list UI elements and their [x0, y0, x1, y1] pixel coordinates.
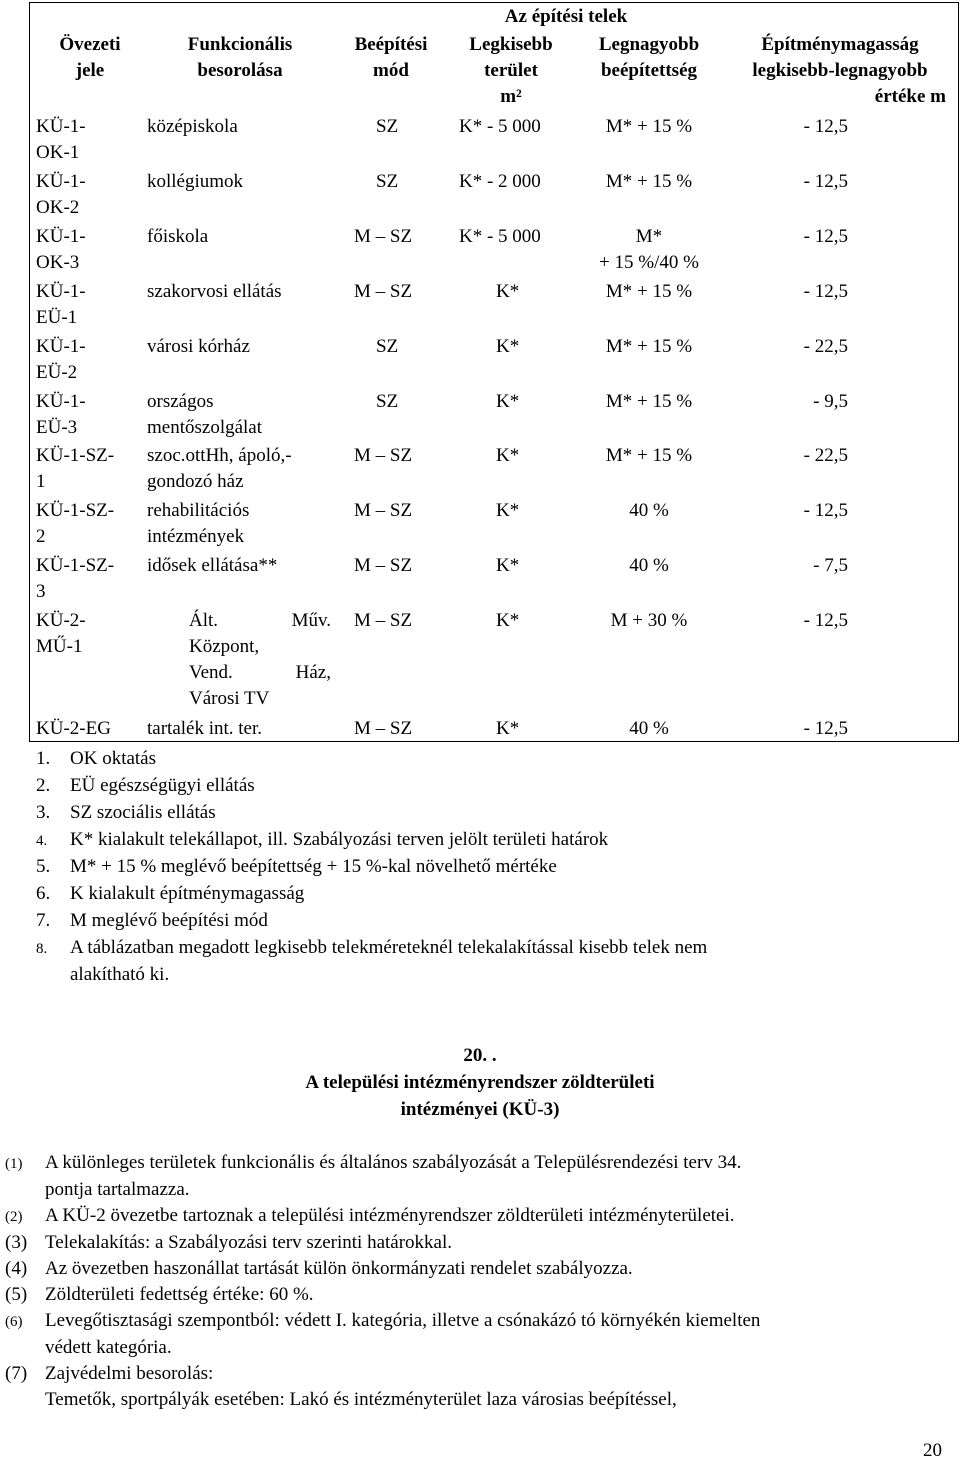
area-cell: K* - 5 000	[459, 226, 541, 247]
built-cell: M* + 15 %	[605, 336, 693, 357]
area-cell: K*	[496, 336, 520, 357]
header-height: Építménymagasság legkisebb-legnagyobb értéke m	[752, 34, 946, 107]
header-area: Legkisebb terület m²	[469, 34, 553, 107]
zone-cell: KÜ-1-SZ- 3	[36, 555, 115, 602]
eg-area: K*	[496, 718, 520, 739]
paragraph-2: (2) A KÜ-2 övezetbe tartoznak a települési intézményrendszer zöldterületi intézményterületei.	[5, 1205, 735, 1226]
mu-built: M + 30 %	[610, 610, 688, 631]
section-title-line1: A települési intézményrendszer zöldterületi	[305, 1072, 655, 1093]
note-7: 7. M meglévő beépítési mód	[36, 910, 268, 931]
built-cell: M* + 15 %	[605, 281, 693, 302]
mode-cell: M – SZ	[354, 281, 413, 302]
paragraph-3: (3) Telekalakítás: a Szabályozási terv szerinti határokkal.	[5, 1232, 452, 1253]
mode-cell: SZ	[376, 116, 399, 137]
mu-height: - 12,5	[803, 610, 848, 631]
area-cell: K*	[496, 500, 520, 521]
eg-zone: KÜ-2-EG	[36, 718, 111, 739]
eg-function: tartalék int. ter.	[147, 718, 263, 739]
function-cell: országos mentőszolgálat	[147, 391, 263, 438]
zone-cell: KÜ-1-SZ- 1	[36, 445, 115, 492]
eg-height: - 12,5	[803, 718, 848, 739]
function-cell: városi kórház	[147, 336, 250, 357]
zone-cell: KÜ-1-SZ- 2	[36, 500, 115, 547]
mu-area: K*	[496, 610, 520, 631]
zone-cell: KÜ-1- EÜ-2	[36, 336, 86, 383]
zone-cell: KÜ-1- OK-3	[36, 226, 86, 273]
note-3: 3. SZ szociális ellátás	[36, 802, 216, 823]
header-built: Legnagyobb beépítettség	[598, 34, 700, 81]
built-cell: 40 %	[629, 555, 669, 576]
zone-cell: KÜ-1- OK-2	[36, 171, 86, 218]
function-cell: szoc.ottHh, ápoló,- gondozó ház	[147, 445, 292, 492]
note-2: 2. EÜ egészségügyi ellátás	[36, 775, 255, 796]
section-paragraphs	[5, 1150, 935, 1413]
mu-function-cell: Ált. Műv. Központ, Vend. Ház, Városi TV	[189, 610, 331, 709]
function-cell: rehabilitációs intézmények	[147, 500, 250, 547]
function-cell: főiskola	[147, 226, 209, 247]
mode-cell: M – SZ	[354, 500, 413, 521]
paragraph-1-continued: pontja tartalmazza.	[45, 1179, 190, 1200]
mode-cell: M – SZ	[354, 555, 413, 576]
note-5: 5. M* + 15 % meglévő beépítettség + 15 %-kal növelhető mértéke	[36, 856, 557, 877]
mode-cell: M – SZ	[354, 226, 413, 247]
mode-cell: SZ	[376, 171, 399, 192]
height-cell: - 7,5	[813, 555, 848, 576]
paragraph-1: (1) A különleges területek funkcionális és általános szabályozását a Településrendezési terv 34.	[5, 1152, 742, 1173]
note-8: 8. A táblázatban megadott legkisebb telekméreteknél telekalakítással kisebb telek nem	[36, 937, 708, 958]
function-cell: szakorvosi ellátás	[147, 281, 282, 302]
header-function: Funkcionális besorolása	[187, 34, 293, 81]
height-cell: - 22,5	[803, 445, 848, 466]
built-cell: M* + 15 %/40 %	[599, 226, 699, 273]
area-cell: K*	[496, 391, 520, 412]
footnotes	[36, 745, 936, 988]
mode-cell: SZ	[376, 391, 399, 412]
area-cell: K* - 2 000	[459, 171, 541, 192]
paragraph-5: (5) Zöldterületi fedettség értéke: 60 %.	[5, 1284, 314, 1305]
height-cell: - 12,5	[803, 171, 848, 192]
note-6: 6. K kialakult építménymagasság	[36, 883, 305, 904]
paragraph-6: (6) Levegőtisztasági szempontból: védett I. kategória, illetve a csónakázó tó környékén kiemelten	[5, 1310, 761, 1331]
note-8-continued: alakítható ki.	[70, 964, 170, 985]
height-cell: - 12,5	[803, 116, 848, 137]
section-title-line2: intézményei (KÜ-3)	[400, 1099, 560, 1120]
note-4: 4. K* kialakult telekállapot, ill. Szabályozási terven jelölt területi határok	[36, 829, 609, 850]
note-1: 1. OK oktatás	[36, 748, 157, 769]
built-cell: M* + 15 %	[605, 171, 693, 192]
height-cell: - 9,5	[813, 391, 848, 412]
area-cell: K* - 5 000	[459, 116, 541, 137]
mode-cell: M – SZ	[354, 445, 413, 466]
section-number: 20. .	[463, 1045, 497, 1066]
function-cell: középiskola	[147, 116, 238, 137]
built-cell: M* + 15 %	[605, 116, 693, 137]
paragraph-7: (7) Zajvédelmi besorolás:	[5, 1363, 214, 1384]
zone-cell: KÜ-1- OK-1	[36, 116, 86, 163]
page-number: 20	[923, 1440, 942, 1461]
function-cell: kollégiumok	[147, 171, 244, 192]
paragraph-6-continued: védett kategória.	[45, 1337, 172, 1358]
area-cell: K*	[496, 281, 520, 302]
eg-built: 40 %	[629, 718, 669, 739]
area-cell: K*	[496, 445, 520, 466]
built-cell: 40 %	[629, 500, 669, 521]
height-cell: - 12,5	[803, 500, 848, 521]
zone-cell: KÜ-1- EÜ-3	[36, 391, 86, 438]
function-cell: idősek ellátása**	[147, 555, 278, 576]
zone-cell: KÜ-1- EÜ-1	[36, 281, 86, 328]
table-row: KÜ-2- MŰ-1	[36, 610, 86, 657]
built-cell: M* + 15 %	[605, 391, 693, 412]
paragraph-4: (4) Az övezetben haszonállat tartását külön önkormányzati rendelet szabályozza.	[5, 1258, 633, 1279]
mu-mode: M – SZ	[354, 610, 413, 631]
mode-cell: SZ	[376, 336, 399, 357]
height-cell: - 12,5	[803, 226, 848, 247]
height-cell: - 22,5	[803, 336, 848, 357]
height-cell: - 12,5	[803, 281, 848, 302]
paragraph-7-continued: Temetők, sportpályák esetében: Lakó és intézményterület laza városias beépítéssel,	[45, 1389, 677, 1410]
eg-mode: M – SZ	[354, 718, 413, 739]
group-header: Az építési telek	[504, 6, 628, 27]
area-cell: K*	[496, 555, 520, 576]
built-cell: M* + 15 %	[605, 445, 693, 466]
header-mode: Beépítési mód	[354, 34, 428, 81]
header-zone: Övezeti jele	[59, 34, 121, 81]
